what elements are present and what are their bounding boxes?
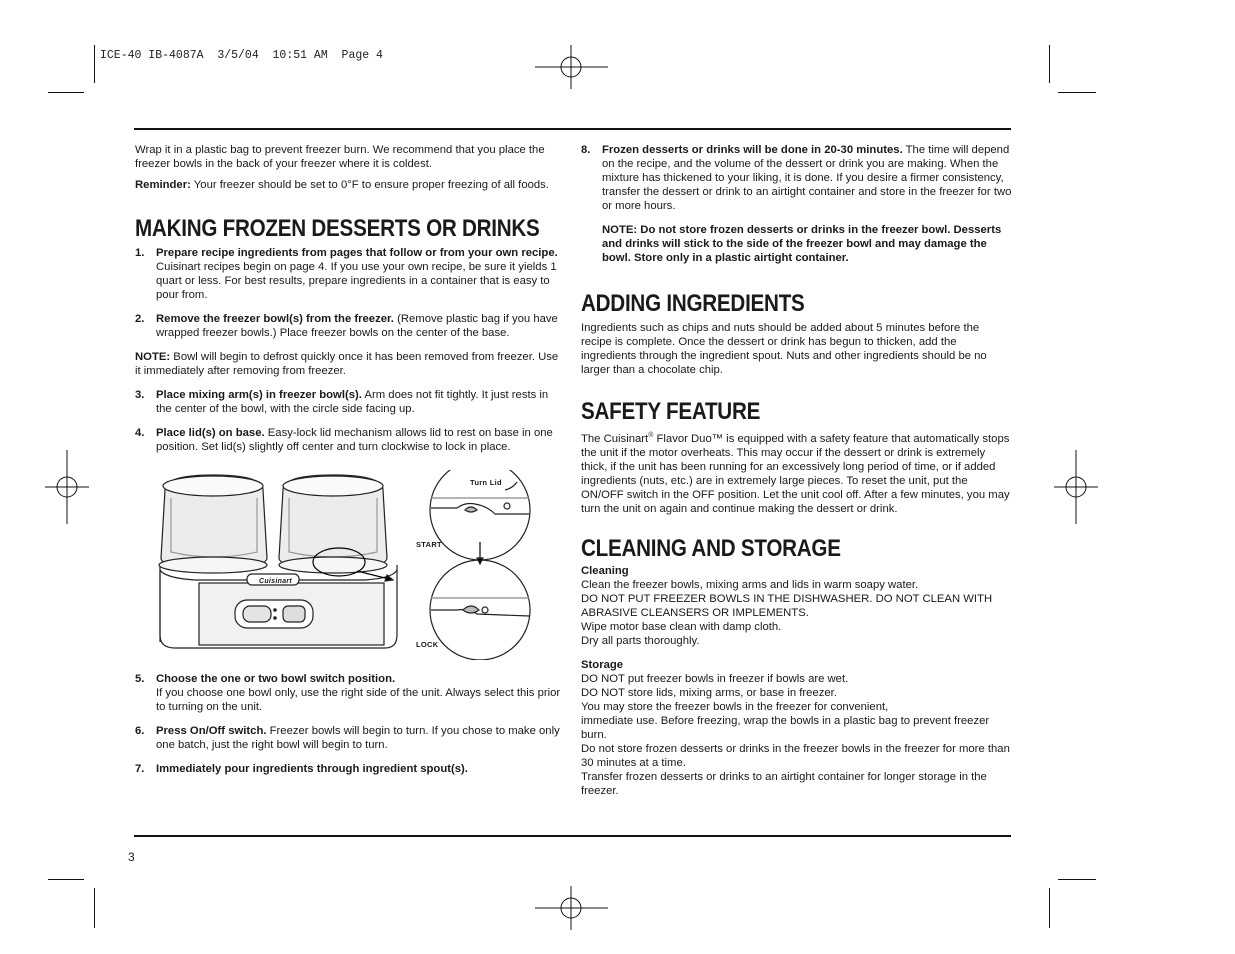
cleaning-line: Clean the freezer bowls, mixing arms and lids in warm soapy water. [581, 578, 919, 591]
left-column [135, 143, 563, 776]
brand-badge: Cuisinart [259, 578, 293, 585]
step-6: 6. Press On/Off switch. Freezer bowls will begin to turn. If you chose to make only one batch, just the right bowl will begin to turn. [135, 725, 560, 751]
step-8: 8. Frozen desserts or drinks will be done in 20-30 minutes. The time will depend on the recipe, and the volume of the dessert or drink you are making. When the mixture has thickened to your liking, it is done. If you desire a firmer consistency, transfer the dessert or drink to an airtight container and store in the freezer for two or more hours. [581, 144, 1012, 212]
heading-safety-feature: SAFETY FEATURE [581, 398, 761, 425]
start-label: START [416, 540, 442, 549]
step-5: 5. Choose the one or two bowl switch position. If you choose one bowl only, use the right side of the unit. Always select this prior to turning on the unit. [135, 673, 561, 713]
step-1: 1. Prepare recipe ingredients from pages that follow or from your own recipe. Cuisinart recipes begin on page 4. If you use your own recipe, be sure it yields 1 quart or less. For best results, prepare ingredients in a container that is easy to pour from. [135, 247, 558, 301]
slug-line: ICE-40 IB-4087A 3/5/04 10:51 AM Page 4 [100, 49, 383, 62]
storage-line: DO NOT put freezer bowls in freezer if bowls are wet. [581, 672, 849, 685]
step-8-note: NOTE: Do not store frozen desserts or drinks in the freezer bowl. Desserts and drinks will stick to the side of the freezer bowl and may damage the bowl. Store only in a plastic airtight container. [602, 224, 1002, 264]
adding-paragraph: Ingredients such as chips and nuts should be added about 5 minutes before the recipe is complete. Once the dessert or drink has begun to thicken, add the ingredients through the ingredient spout. Nuts and other ingredients should be no larger than a chocolate chip. [581, 322, 987, 376]
reminder-paragraph: Reminder: Your freezer should be set to 0°F to ensure proper freezing of all foods. [135, 179, 549, 191]
storage-line: Do not store frozen desserts or drinks in the freezer bowls in the freezer for more than 30 minutes at a time. [581, 742, 1010, 769]
storage-line: immediate use. Before freezing, wrap the bowls in a plastic bag to prevent freezer burn. [581, 714, 990, 741]
ice-cream-maker-drawing [135, 470, 563, 660]
cleaning-line: DO NOT PUT FREEZER BOWLS IN THE DISHWASHER. DO NOT CLEAN WITH ABRASIVE CLEANSERS OR IMPLEMENTS. [581, 592, 993, 619]
storage-line: DO NOT store lids, mixing arms, or base in freezer. [581, 686, 837, 699]
bottom-rule [134, 835, 1011, 837]
cleaning-subheading: Cleaning [581, 564, 629, 577]
cleaning-line: Wipe motor base clean with damp cloth. [581, 620, 782, 633]
safety-paragraph: The Cuisinart® Flavor Duo™ is equipped with a safety feature that automatically stops the unit if the motor overheats. This may occur if the dessert or drink is extremely thick, if the unit has been running for an excessively long period of time, or if added ingredients (nuts, etc.) are in extremely large pieces. To reset the unit, put the ON/OFF switch in the OFF position. Let the unit cool off. After a few minutes, you may turn the unit on again and continue making the dessert or drink. [581, 432, 1010, 515]
lock-label: LOCK [416, 640, 439, 649]
step-3: 3. Place mixing arm(s) in freezer bowl(s). Arm does not fit tightly. It just rests in the center of the bowl, with the circle side facing up. [135, 389, 549, 415]
top-rule [134, 128, 1011, 130]
intro-paragraph: Wrap it in a plastic bag to prevent freezer burn. We recommend that you place the freezer bowls in the back of your freezer where it is coldest. [135, 144, 545, 170]
right-column [581, 143, 1013, 798]
heading-adding-ingredients: ADDING INGREDIENTS [581, 290, 805, 317]
heading-cleaning-storage: CLEANING AND STORAGE [581, 534, 841, 562]
heading-making-frozen: MAKING FROZEN DESSERTS OR DRINKS [135, 215, 540, 242]
turn-lid-label: Turn Lid [470, 478, 502, 487]
step-2: 2. Remove the freezer bowl(s) from the freezer. (Remove plastic bag if you have wrapped freezer bowls.) Place freezer bowls on the center of the base. [135, 313, 558, 339]
storage-line: Transfer frozen desserts or drinks to an airtight container for longer storage in the freezer. [581, 770, 987, 797]
page-number: 3 [128, 850, 135, 864]
note-paragraph: NOTE: Bowl will begin to defrost quickly once it has been removed from freezer. Use it immediately after removing from freezer. [135, 351, 559, 377]
step-7: 7. Immediately pour ingredients through ingredient spout(s). [135, 763, 468, 775]
step-4: 4. Place lid(s) on base. Easy-lock lid mechanism allows lid to rest on base in one position. Set lid(s) slightly off center and turn clockwise to lock in place. [135, 427, 553, 453]
storage-line: You may store the freezer bowls in the freezer for convenient, [581, 700, 889, 713]
appliance-illustration [135, 470, 563, 660]
storage-subheading: Storage [581, 658, 624, 671]
cleaning-line: Dry all parts thoroughly. [581, 634, 700, 647]
